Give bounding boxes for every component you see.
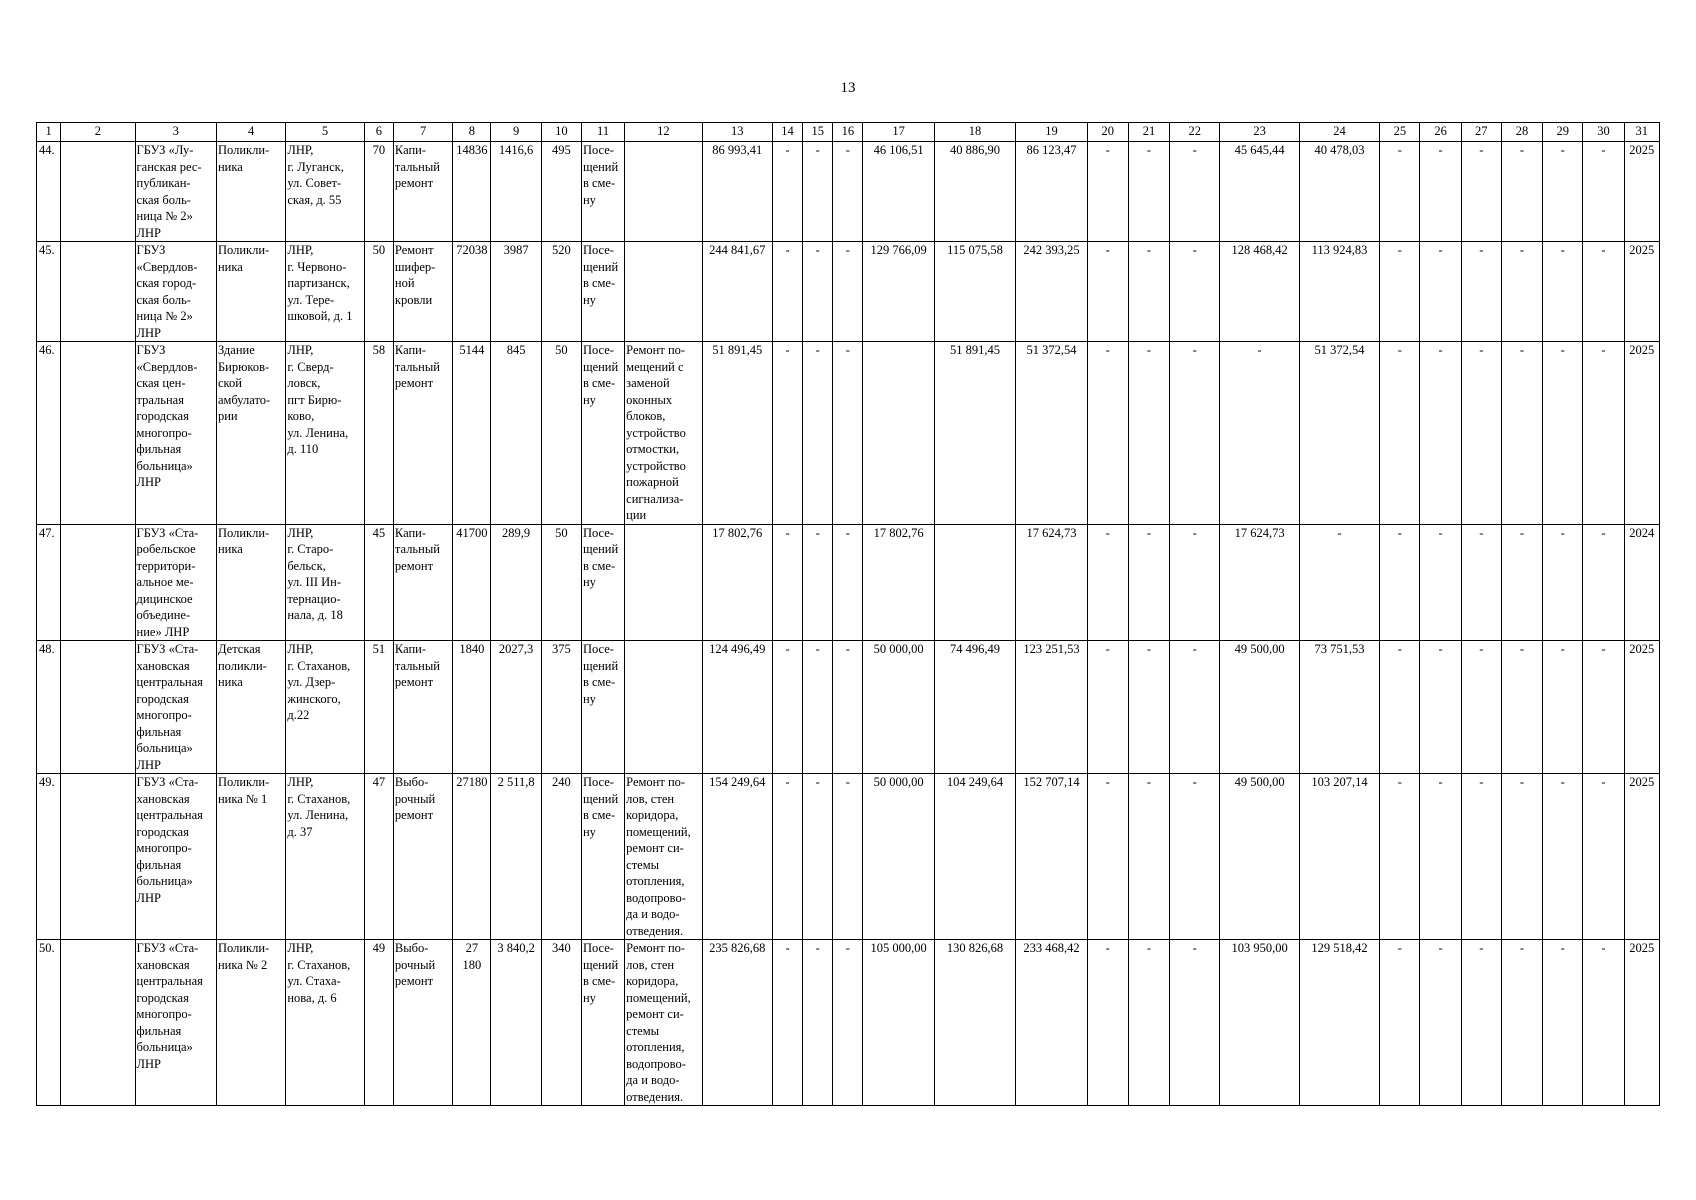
cell-c25: - bbox=[1380, 524, 1420, 641]
cell-c16: - bbox=[833, 940, 863, 1106]
cell-c20: - bbox=[1087, 142, 1128, 242]
column-number-4: 4 bbox=[216, 123, 285, 142]
cell-c18: 104 249,64 bbox=[934, 774, 1015, 940]
column-number-24: 24 bbox=[1299, 123, 1379, 142]
cell-c8: 27180 bbox=[453, 774, 491, 940]
cell-c9: 2 511,8 bbox=[491, 774, 541, 940]
cell-addr: ЛНР, г. Луганск, ул. Совет- ская, д. 55 bbox=[286, 142, 364, 242]
cell-c27: - bbox=[1461, 641, 1501, 774]
cell-c31: 2025 bbox=[1624, 940, 1659, 1106]
cell-c27: - bbox=[1461, 342, 1501, 525]
column-number-14: 14 bbox=[772, 123, 802, 142]
cell-obj: Поликли- ника № 1 bbox=[216, 774, 285, 940]
cell-c27: - bbox=[1461, 774, 1501, 940]
cell-c25: - bbox=[1380, 774, 1420, 940]
column-number-2: 2 bbox=[61, 123, 135, 142]
cell-c17: 17 802,76 bbox=[863, 524, 934, 641]
cell-c8: 27 180 bbox=[453, 940, 491, 1106]
cell-c2 bbox=[61, 641, 135, 774]
cell-c22: - bbox=[1170, 142, 1220, 242]
cell-c14: - bbox=[772, 774, 802, 940]
cell-c16: - bbox=[833, 142, 863, 242]
cell-note: Ремонт по- мещений с заменой оконных блоков, устройство отмостки, устройство пожарной сигнализа- ции bbox=[625, 342, 702, 525]
column-number-3: 3 bbox=[135, 123, 216, 142]
cell-note bbox=[625, 524, 702, 641]
cell-c6: 47 bbox=[364, 774, 393, 940]
cell-c22: - bbox=[1170, 242, 1220, 342]
cell-c29: - bbox=[1543, 524, 1583, 641]
table-row bbox=[37, 142, 1660, 242]
cell-work: Капи- тальный ремонт bbox=[393, 524, 452, 641]
column-number-22: 22 bbox=[1170, 123, 1220, 142]
cell-addr: ЛНР, г. Сверд- ловск, пгт Бирю- ково, ул. Ленина, д. 110 bbox=[286, 342, 364, 525]
cell-addr: ЛНР, г. Стаханов, ул. Ленина, д. 37 bbox=[286, 774, 364, 940]
cell-c9: 289,9 bbox=[491, 524, 541, 641]
cell-c13: 86 993,41 bbox=[702, 142, 772, 242]
cell-unit: Посе- щений в сме- ну bbox=[581, 242, 624, 342]
cell-obj: Поликли- ника bbox=[216, 142, 285, 242]
cell-c13: 124 496,49 bbox=[702, 641, 772, 774]
cell-no: 46. bbox=[37, 342, 61, 525]
cell-no: 49. bbox=[37, 774, 61, 940]
cell-c21: - bbox=[1128, 774, 1169, 940]
cell-c8: 1840 bbox=[453, 641, 491, 774]
cell-c31: 2025 bbox=[1624, 342, 1659, 525]
cell-c20: - bbox=[1087, 342, 1128, 525]
column-number-8: 8 bbox=[453, 123, 491, 142]
cell-c9: 3 840,2 bbox=[491, 940, 541, 1106]
column-number-1: 1 bbox=[37, 123, 61, 142]
cell-c2 bbox=[61, 524, 135, 641]
table-row bbox=[37, 774, 1660, 940]
cell-work: Капи- тальный ремонт bbox=[393, 142, 452, 242]
cell-addr: ЛНР, г. Старо- бельск, ул. III Ин- тернацио- нала, д. 18 bbox=[286, 524, 364, 641]
cell-c10: 375 bbox=[541, 641, 581, 774]
cell-c27: - bbox=[1461, 242, 1501, 342]
cell-work: Выбо- рочный ремонт bbox=[393, 774, 452, 940]
cell-c10: 240 bbox=[541, 774, 581, 940]
cell-c17: 50 000,00 bbox=[863, 641, 934, 774]
cell-work: Капи- тальный ремонт bbox=[393, 342, 452, 525]
cell-c28: - bbox=[1501, 524, 1542, 641]
cell-c29: - bbox=[1543, 641, 1583, 774]
cell-org: ГБУЗ «Ста- робельское территори- альное ме- дицинское объедине- ние» ЛНР bbox=[135, 524, 216, 641]
cell-c30: - bbox=[1583, 641, 1624, 774]
cell-unit: Посе- щений в сме- ну bbox=[581, 774, 624, 940]
cell-obj: Поликли- ника bbox=[216, 524, 285, 641]
cell-c30: - bbox=[1583, 524, 1624, 641]
cell-c6: 49 bbox=[364, 940, 393, 1106]
cell-c17: 50 000,00 bbox=[863, 774, 934, 940]
cell-obj: Детская поликли- ника bbox=[216, 641, 285, 774]
cell-c15: - bbox=[803, 342, 833, 525]
cell-c16: - bbox=[833, 242, 863, 342]
cell-c14: - bbox=[772, 142, 802, 242]
column-number-6: 6 bbox=[364, 123, 393, 142]
column-number-11: 11 bbox=[581, 123, 624, 142]
cell-c10: 340 bbox=[541, 940, 581, 1106]
cell-org: ГБУЗ «Свердлов- ская цен- тральная городская многопро- фильная больница» ЛНР bbox=[135, 342, 216, 525]
cell-c6: 58 bbox=[364, 342, 393, 525]
table-row bbox=[37, 242, 1660, 342]
cell-c17: 105 000,00 bbox=[863, 940, 934, 1106]
cell-c24: 73 751,53 bbox=[1299, 641, 1379, 774]
cell-c15: - bbox=[803, 641, 833, 774]
cell-c20: - bbox=[1087, 641, 1128, 774]
cell-c17: 46 106,51 bbox=[863, 142, 934, 242]
column-number-5: 5 bbox=[286, 123, 364, 142]
cell-c23: - bbox=[1220, 342, 1299, 525]
cell-c18: 40 886,90 bbox=[934, 142, 1015, 242]
cell-org: ГБУЗ «Лу- ганская рес- публикан- ская боль- ница № 2» ЛНР bbox=[135, 142, 216, 242]
cell-c29: - bbox=[1543, 142, 1583, 242]
cell-c6: 51 bbox=[364, 641, 393, 774]
cell-work: Капи- тальный ремонт bbox=[393, 641, 452, 774]
cell-c23: 49 500,00 bbox=[1220, 641, 1299, 774]
table-row bbox=[37, 524, 1660, 641]
column-number-26: 26 bbox=[1420, 123, 1461, 142]
column-number-7: 7 bbox=[393, 123, 452, 142]
cell-c30: - bbox=[1583, 774, 1624, 940]
cell-c31: 2024 bbox=[1624, 524, 1659, 641]
cell-c22: - bbox=[1170, 342, 1220, 525]
cell-c23: 45 645,44 bbox=[1220, 142, 1299, 242]
cell-c24: 51 372,54 bbox=[1299, 342, 1379, 525]
cell-note bbox=[625, 242, 702, 342]
cell-c30: - bbox=[1583, 940, 1624, 1106]
cell-c13: 235 826,68 bbox=[702, 940, 772, 1106]
cell-c19: 51 372,54 bbox=[1016, 342, 1087, 525]
cell-c10: 495 bbox=[541, 142, 581, 242]
cell-unit: Посе- щений в сме- ну bbox=[581, 641, 624, 774]
cell-c17: 129 766,09 bbox=[863, 242, 934, 342]
cell-c28: - bbox=[1501, 242, 1542, 342]
cell-note: Ремонт по- лов, стен коридора, помещений, ремонт си- стемы отопления, водопрово- да и водо- отведения. bbox=[625, 774, 702, 940]
cell-c25: - bbox=[1380, 641, 1420, 774]
cell-c2 bbox=[61, 142, 135, 242]
cell-c16: - bbox=[833, 342, 863, 525]
column-number-20: 20 bbox=[1087, 123, 1128, 142]
column-number-row bbox=[37, 123, 1660, 142]
cell-c31: 2025 bbox=[1624, 242, 1659, 342]
cell-no: 45. bbox=[37, 242, 61, 342]
cell-c21: - bbox=[1128, 342, 1169, 525]
cell-c2 bbox=[61, 940, 135, 1106]
cell-unit: Посе- щений в сме- ну bbox=[581, 524, 624, 641]
page-number: 13 bbox=[840, 80, 856, 96]
cell-c10: 50 bbox=[541, 524, 581, 641]
cell-c24: 103 207,14 bbox=[1299, 774, 1379, 940]
column-number-21: 21 bbox=[1128, 123, 1169, 142]
cell-org: ГБУЗ «Ста- хановская центральная городская многопро- фильная больница» ЛНР bbox=[135, 774, 216, 940]
cell-c19: 233 468,42 bbox=[1016, 940, 1087, 1106]
cell-c23: 103 950,00 bbox=[1220, 940, 1299, 1106]
column-number-13: 13 bbox=[702, 123, 772, 142]
cell-c28: - bbox=[1501, 774, 1542, 940]
table-row bbox=[37, 940, 1660, 1106]
cell-c14: - bbox=[772, 242, 802, 342]
cell-obj: Поликли- ника bbox=[216, 242, 285, 342]
cell-c29: - bbox=[1543, 774, 1583, 940]
cell-c19: 123 251,53 bbox=[1016, 641, 1087, 774]
cell-c23: 49 500,00 bbox=[1220, 774, 1299, 940]
cell-c18: 115 075,58 bbox=[934, 242, 1015, 342]
cell-c26: - bbox=[1420, 342, 1461, 525]
cell-c27: - bbox=[1461, 142, 1501, 242]
cell-c28: - bbox=[1501, 940, 1542, 1106]
cell-c14: - bbox=[772, 342, 802, 525]
cell-note: Ремонт по- лов, стен коридора, помещений, ремонт си- стемы отопления, водопрово- да и водо- отведения. bbox=[625, 940, 702, 1106]
cell-c9: 1416,6 bbox=[491, 142, 541, 242]
cell-c10: 50 bbox=[541, 342, 581, 525]
column-number-10: 10 bbox=[541, 123, 581, 142]
cell-c25: - bbox=[1380, 242, 1420, 342]
cell-c20: - bbox=[1087, 524, 1128, 641]
cell-c29: - bbox=[1543, 342, 1583, 525]
cell-no: 50. bbox=[37, 940, 61, 1106]
cell-c22: - bbox=[1170, 524, 1220, 641]
cell-c21: - bbox=[1128, 940, 1169, 1106]
cell-c21: - bbox=[1128, 641, 1169, 774]
cell-c26: - bbox=[1420, 774, 1461, 940]
data-table bbox=[36, 122, 1660, 1106]
cell-c15: - bbox=[803, 142, 833, 242]
column-number-31: 31 bbox=[1624, 123, 1659, 142]
cell-c22: - bbox=[1170, 641, 1220, 774]
cell-c13: 51 891,45 bbox=[702, 342, 772, 525]
cell-c16: - bbox=[833, 774, 863, 940]
cell-c18 bbox=[934, 524, 1015, 641]
column-number-19: 19 bbox=[1016, 123, 1087, 142]
cell-c17 bbox=[863, 342, 934, 525]
cell-c21: - bbox=[1128, 242, 1169, 342]
cell-c21: - bbox=[1128, 142, 1169, 242]
cell-c29: - bbox=[1543, 242, 1583, 342]
column-number-30: 30 bbox=[1583, 123, 1624, 142]
cell-no: 47. bbox=[37, 524, 61, 641]
cell-c30: - bbox=[1583, 242, 1624, 342]
cell-c28: - bbox=[1501, 342, 1542, 525]
cell-c16: - bbox=[833, 641, 863, 774]
cell-c13: 17 802,76 bbox=[702, 524, 772, 641]
cell-c26: - bbox=[1420, 641, 1461, 774]
cell-c18: 130 826,68 bbox=[934, 940, 1015, 1106]
cell-work: Ремонт шифер- ной кровли bbox=[393, 242, 452, 342]
cell-c26: - bbox=[1420, 524, 1461, 641]
cell-c24: 113 924,83 bbox=[1299, 242, 1379, 342]
cell-c26: - bbox=[1420, 940, 1461, 1106]
cell-c31: 2025 bbox=[1624, 774, 1659, 940]
cell-c13: 244 841,67 bbox=[702, 242, 772, 342]
column-number-16: 16 bbox=[833, 123, 863, 142]
cell-org: ГБУЗ «Ста- хановская центральная городская многопро- фильная больница» ЛНР bbox=[135, 641, 216, 774]
cell-c9: 845 bbox=[491, 342, 541, 525]
cell-c20: - bbox=[1087, 774, 1128, 940]
cell-org: ГБУЗ «Ста- хановская центральная городская многопро- фильная больница» ЛНР bbox=[135, 940, 216, 1106]
cell-obj: Здание Бирюков- ской амбулато- рии bbox=[216, 342, 285, 525]
cell-c2 bbox=[61, 342, 135, 525]
column-number-18: 18 bbox=[934, 123, 1015, 142]
cell-c2 bbox=[61, 774, 135, 940]
column-number-23: 23 bbox=[1220, 123, 1299, 142]
cell-c30: - bbox=[1583, 342, 1624, 525]
cell-c16: - bbox=[833, 524, 863, 641]
cell-addr: ЛНР, г. Стаханов, ул. Стаха- нова, д. 6 bbox=[286, 940, 364, 1106]
cell-c26: - bbox=[1420, 242, 1461, 342]
cell-c24: 40 478,03 bbox=[1299, 142, 1379, 242]
cell-c8: 41700 bbox=[453, 524, 491, 641]
column-number-25: 25 bbox=[1380, 123, 1420, 142]
cell-c25: - bbox=[1380, 142, 1420, 242]
cell-c20: - bbox=[1087, 242, 1128, 342]
table-row bbox=[37, 342, 1660, 525]
cell-c23: 128 468,42 bbox=[1220, 242, 1299, 342]
cell-c8: 72038 bbox=[453, 242, 491, 342]
cell-c23: 17 624,73 bbox=[1220, 524, 1299, 641]
cell-c27: - bbox=[1461, 524, 1501, 641]
cell-unit: Посе- щений в сме- ну bbox=[581, 940, 624, 1106]
cell-c15: - bbox=[803, 940, 833, 1106]
cell-c15: - bbox=[803, 774, 833, 940]
cell-unit: Посе- щений в сме- ну bbox=[581, 142, 624, 242]
cell-c14: - bbox=[772, 940, 802, 1106]
column-number-12: 12 bbox=[625, 123, 702, 142]
table-row bbox=[37, 641, 1660, 774]
cell-c2 bbox=[61, 242, 135, 342]
cell-c8: 5144 bbox=[453, 342, 491, 525]
cell-c24: 129 518,42 bbox=[1299, 940, 1379, 1106]
cell-addr: ЛНР, г. Стаханов, ул. Дзер- жинского, д.22 bbox=[286, 641, 364, 774]
cell-c15: - bbox=[803, 524, 833, 641]
cell-c9: 2027,3 bbox=[491, 641, 541, 774]
column-number-15: 15 bbox=[803, 123, 833, 142]
cell-c27: - bbox=[1461, 940, 1501, 1106]
cell-note bbox=[625, 142, 702, 242]
cell-obj: Поликли- ника № 2 bbox=[216, 940, 285, 1106]
column-number-9: 9 bbox=[491, 123, 541, 142]
cell-c18: 74 496,49 bbox=[934, 641, 1015, 774]
column-number-28: 28 bbox=[1501, 123, 1542, 142]
cell-c19: 152 707,14 bbox=[1016, 774, 1087, 940]
cell-c6: 50 bbox=[364, 242, 393, 342]
cell-c8: 14836 bbox=[453, 142, 491, 242]
cell-c14: - bbox=[772, 641, 802, 774]
cell-work: Выбо- рочный ремонт bbox=[393, 940, 452, 1106]
cell-c25: - bbox=[1380, 342, 1420, 525]
cell-c6: 70 bbox=[364, 142, 393, 242]
cell-c31: 2025 bbox=[1624, 142, 1659, 242]
cell-c9: 3987 bbox=[491, 242, 541, 342]
cell-c14: - bbox=[772, 524, 802, 641]
cell-c18: 51 891,45 bbox=[934, 342, 1015, 525]
cell-c31: 2025 bbox=[1624, 641, 1659, 774]
cell-c30: - bbox=[1583, 142, 1624, 242]
cell-c22: - bbox=[1170, 774, 1220, 940]
cell-c6: 45 bbox=[364, 524, 393, 641]
cell-c19: 242 393,25 bbox=[1016, 242, 1087, 342]
cell-c19: 86 123,47 bbox=[1016, 142, 1087, 242]
cell-c28: - bbox=[1501, 142, 1542, 242]
cell-c24: - bbox=[1299, 524, 1379, 641]
cell-no: 44. bbox=[37, 142, 61, 242]
column-number-27: 27 bbox=[1461, 123, 1501, 142]
cell-c25: - bbox=[1380, 940, 1420, 1106]
cell-no: 48. bbox=[37, 641, 61, 774]
cell-addr: ЛНР, г. Червоно- партизанск, ул. Тере- шковой, д. 1 bbox=[286, 242, 364, 342]
cell-c15: - bbox=[803, 242, 833, 342]
cell-c22: - bbox=[1170, 940, 1220, 1106]
column-number-29: 29 bbox=[1543, 123, 1583, 142]
cell-c10: 520 bbox=[541, 242, 581, 342]
cell-org: ГБУЗ «Свердлов- ская город- ская боль- ница № 2» ЛНР bbox=[135, 242, 216, 342]
column-number-17: 17 bbox=[863, 123, 934, 142]
cell-c28: - bbox=[1501, 641, 1542, 774]
cell-c26: - bbox=[1420, 142, 1461, 242]
cell-note bbox=[625, 641, 702, 774]
cell-c20: - bbox=[1087, 940, 1128, 1106]
cell-c19: 17 624,73 bbox=[1016, 524, 1087, 641]
cell-unit: Посе- щений в сме- ну bbox=[581, 342, 624, 525]
cell-c21: - bbox=[1128, 524, 1169, 641]
cell-c13: 154 249,64 bbox=[702, 774, 772, 940]
cell-c29: - bbox=[1543, 940, 1583, 1106]
